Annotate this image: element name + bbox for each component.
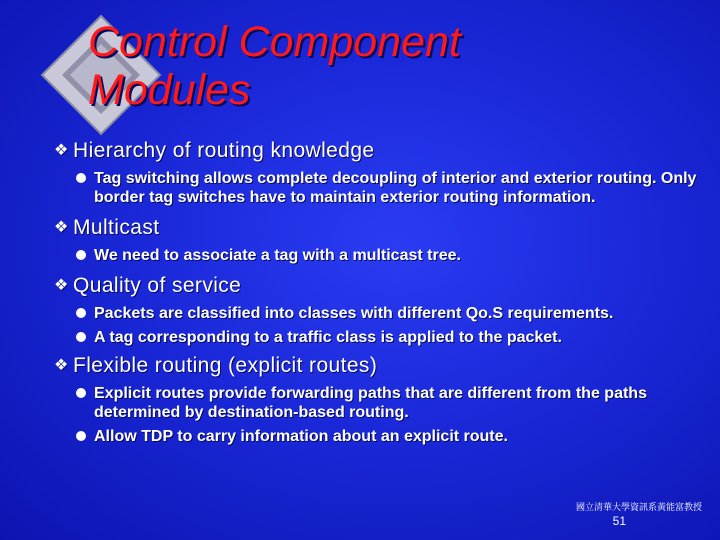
section-heading bbox=[54, 273, 714, 299]
list-item bbox=[76, 384, 714, 422]
bullet-text: Tag switching allows complete decoupling of interior and exterior routing. Only border tag switches have to maintain exterior routing information. bbox=[94, 170, 697, 206]
diamond-bullet-icon: ❖ bbox=[54, 277, 69, 294]
section-heading-text: Hierarchy of routing knowledge bbox=[73, 139, 375, 162]
bullet-text: Allow TDP to carry information about an explicit route. bbox=[94, 428, 508, 445]
bullet-text: We need to associate a tag with a multicast tree. bbox=[94, 247, 461, 264]
circle-bullet-icon bbox=[76, 431, 86, 441]
section-heading bbox=[54, 215, 714, 241]
list-item bbox=[76, 328, 714, 347]
section-heading-text: Multicast bbox=[73, 216, 160, 239]
circle-bullet-icon bbox=[76, 250, 86, 260]
bullet-list bbox=[54, 169, 714, 207]
list-item bbox=[76, 169, 714, 207]
title-line-1: Control Component bbox=[88, 18, 461, 66]
title-line-2: Modules bbox=[88, 66, 251, 114]
list-item bbox=[76, 427, 714, 446]
slide-content bbox=[54, 138, 714, 451]
section-flexible-routing bbox=[54, 353, 714, 446]
bullet-list bbox=[54, 304, 714, 347]
circle-bullet-icon bbox=[76, 173, 86, 183]
bullet-list bbox=[54, 246, 714, 265]
section-multicast bbox=[54, 215, 714, 265]
diamond-bullet-icon: ❖ bbox=[54, 219, 69, 236]
list-item bbox=[76, 246, 714, 265]
circle-bullet-icon bbox=[76, 332, 86, 342]
list-item bbox=[76, 304, 714, 323]
bullet-text: Explicit routes provide forwarding paths that are different from the paths determined by destination-based routing. bbox=[94, 385, 647, 421]
diamond-bullet-icon: ❖ bbox=[54, 357, 69, 374]
bullet-list bbox=[54, 384, 714, 446]
circle-bullet-icon bbox=[76, 388, 86, 398]
section-quality-of-service bbox=[54, 273, 714, 347]
section-heading bbox=[54, 138, 714, 164]
page-number: 51 bbox=[612, 514, 626, 528]
slide-footer bbox=[576, 500, 702, 528]
footer-author: 國立清華大學資訊系黃能富教授 bbox=[575, 502, 702, 512]
diamond-bullet-icon: ❖ bbox=[54, 142, 69, 159]
section-hierarchy bbox=[54, 138, 714, 207]
bullet-text: Packets are classified into classes with different Qo.S requirements. bbox=[94, 305, 614, 322]
section-heading-text: Quality of service bbox=[73, 274, 242, 297]
section-heading-text: Flexible routing (explicit routes) bbox=[73, 354, 378, 377]
bullet-text: A tag corresponding to a traffic class is applied to the packet. bbox=[94, 329, 562, 346]
circle-bullet-icon bbox=[76, 308, 86, 318]
slide-title bbox=[88, 18, 461, 114]
section-heading bbox=[54, 353, 714, 379]
